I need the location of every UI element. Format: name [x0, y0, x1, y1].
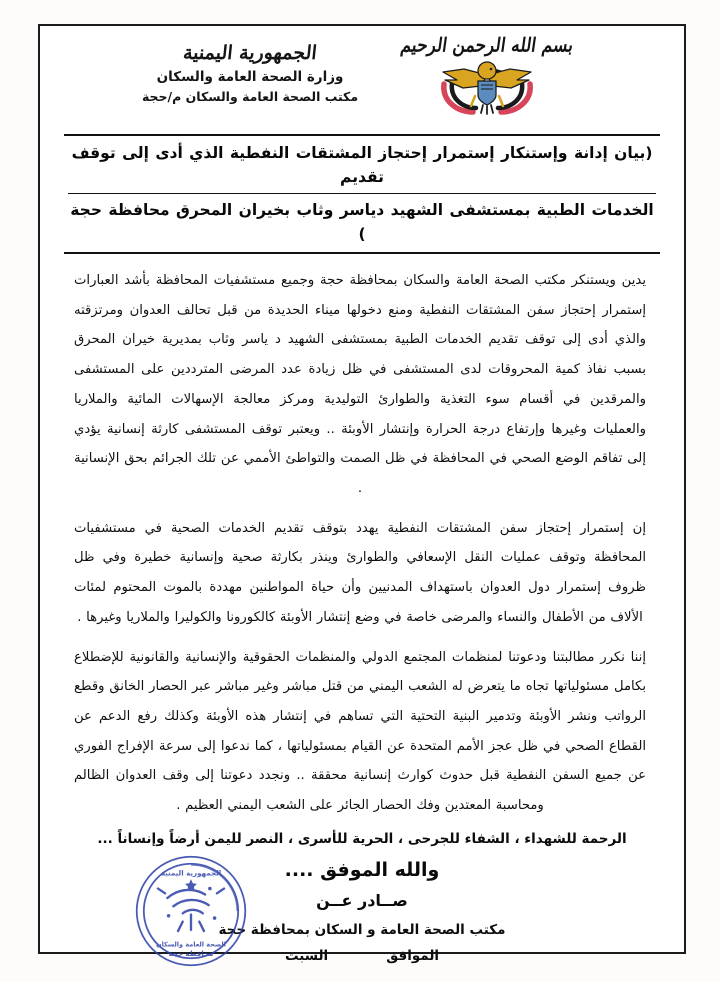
- issued-by-label: صــادر عــن: [316, 890, 408, 910]
- document-content: [40, 26, 684, 964]
- republic-name: الجمهورية اليمنية: [182, 42, 318, 64]
- date-day: السبت: [284, 947, 329, 964]
- letterhead: [60, 32, 664, 128]
- statement-title: [64, 134, 660, 254]
- office-name: مكتب الصحة العامة والسكان م/حجة: [141, 89, 359, 104]
- closing-block: [60, 831, 664, 964]
- body-paragraph: إن إستمرار إحتجاز سفن المشتقات النفطية يهدد بتوقف تقديم الخدمات الصحية في مستشفيات المحافظة وتوقف عمليات النقل الإسعافي والطوارئ وينذر بكارثة صحية وإنسانية خطيرة وفي ظل ظروف إستمرار دول العدوان باستهداف المدنيين وأن حياة المواطنين مهددة بالموت المحتوم لمئات الألاف من الأطفال والنساء والمرضى خاصة في وضع إنتشار الأوبئة كالكورونا والكوليرا والملاريا وغيرها .: [74, 520, 646, 625]
- statement-body: [60, 254, 664, 821]
- letterhead-text-block: [142, 36, 358, 104]
- title-line-2: الخدمات الطبية بمستشفى الشهيد دياسر وثاب بخيران المحرق محافظة حجة ): [68, 193, 656, 246]
- issuing-office: مكتب الصحة العامة و السكان بمحافظة حجة: [218, 921, 506, 938]
- title-line-1: (بيان إدانة وإستنكار إستمرار إحتجاز المشتقات النفطية الذي أدى إلى توقف تقديم: [71, 144, 653, 187]
- stamp-text-bottom: محافظة حجة: [168, 948, 214, 958]
- official-round-stamp-icon: [132, 852, 250, 970]
- closing-slogan: الرحمة للشهداء ، الشفاء للجرحى ، الحرية للأسرى ، النصر لليمن أرضاً وإنساناً ...: [97, 830, 627, 847]
- body-paragraph: يدين ويستنكر مكتب الصحة العامة والسكان بمحافظة حجة وجميع مستشفيات المحافظة بأشد العبارات إستمرار إحتجاز سفن المشتقات النفطية ومنع دخولها ميناء الحديدة من قبل تحالف العدوان ومرتزقته والذي أدى إلى توقف تقديم الخدمات الطبية بمستشفى الشهيد د ياسر وثاب بمديرية خيران المحرق بسبب نفاذ كمية المحروقات لدى المستشفى في ظل زيادة عدد المرضى المترددين على المستشفى والمرقدين في أقسام سوء التغذية والطوارئ التوليدية ومركز معالجة الإسهالات المائية والملاريا والعمليات وغيرها وإرتفاع درجة الحرارة وإنتشار الأوبئة .. ويعتبر توقف المستشفى كارثة إنسانية يؤدي إلى تفاقم الوضع الصحي في المحافظة في ظل الصمت والتواطئ الأممي عن تلك الجرائم بحق الإنسانية .: [74, 273, 646, 496]
- ministry-name: وزارة الصحة العامة والسكان: [156, 69, 344, 85]
- body-paragraph: إننا نكرر مطالبتنا ودعوتنا لمنظمات المجتمع الدولي والمنظمات الحقوقية والإنسانية والقانونية للإضطلاع بكامل مسئولياتها تجاه ما يتعرض له الشعب اليمني من قتل مباشر وغير مباشر عبر الحصار الخانق وقطع الرواتب ونشر الأوبئة وتدمير البنية التحتية التي تساهم في إنتشار هذه الأوبئة وكذلك رفع الدعم عن القطاع الصحي في ظل عجز الأمم المتحدة عن القيام بمسئولياتها ، كما ندعوا إلى سرعة الإفراج الفوري عن جميع السفن النفطية قبل حدوث كوارث إنسانية محققة .. ونجدد دعوتنا إلى وقف العدوان الظالم ومحاسبة المعتدين وفك الحصار الجائر على الشعب اليمني العظيم .: [74, 649, 646, 814]
- date-label: الموافق: [386, 947, 440, 964]
- document-frame: [38, 24, 686, 964]
- yemen-eagle-emblem-icon: [433, 58, 541, 116]
- letterhead-emblem-block: [392, 36, 582, 116]
- stamp-text-mid: الصحة العامة والسكان: [156, 940, 226, 949]
- bismillah-calligraphy: بسم الله الرحمن الرحيم: [399, 34, 575, 58]
- closing-tawfiq: والله الموفق ....: [284, 858, 440, 881]
- stamp-text-top: الجمهورية اليمنية: [160, 868, 222, 878]
